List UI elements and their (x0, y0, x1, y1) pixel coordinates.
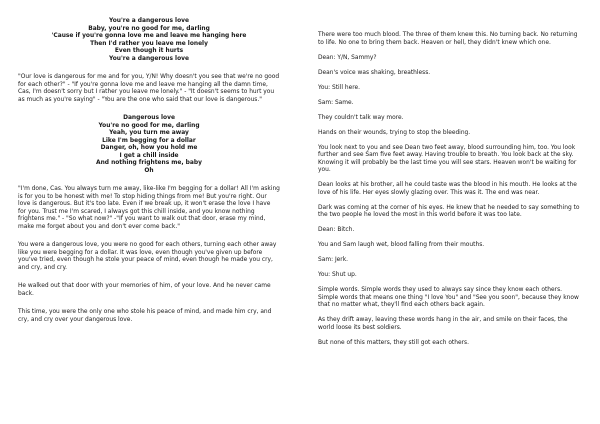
story-paragraph: Dean's voice was shaking, breathless. (318, 69, 431, 76)
dialogue-line: Dean: Y/N, Sammy? (318, 54, 377, 61)
story-paragraph: You and Sam laugh wet, blood falling from their mouths. (318, 242, 485, 248)
story-paragraph: They couldn't talk way more. (318, 114, 404, 121)
right-page (300, 0, 600, 424)
story-paragraph: This time, you were the only one who stole his peace of mind, and made him cry, and cry, and cry over your dangerous love. (18, 309, 272, 323)
left-column (18, 18, 280, 324)
story-paragraph: "I'm done, Cas. You always turn me away, like-like I'm begging for a dollar! All I'm asking is for you to be honest with me! To stop hiding things from me! But you're right. Our love is dangerous. But it's too late. Even if we break up, it won't erase the love I have for you. Trust me I'm scared, I always got this chill inside, and you know nothing frightens me." - "So what now?" -"If you want to walk out that door, erase my mind, make me forget about you and don't ever come back." (18, 186, 280, 230)
right-column (318, 32, 580, 355)
lyric-line: Then I'd rather you leave me lonely (90, 40, 208, 47)
lyrics-chorus-2 (18, 115, 280, 175)
dialogue-line: Dean: Bitch. (318, 227, 355, 233)
story-paragraph: He walked out that door with your memories of him, of your love. And he never came back. (18, 283, 271, 297)
lyric-line: Danger, oh, how you hold me (100, 145, 198, 151)
lyric-line: Like I'm begging for a dollar (102, 137, 196, 144)
lyric-line: You're a dangerous love (109, 18, 189, 24)
lyrics-chorus-1 (18, 18, 280, 63)
story-paragraph: You were a dangerous love, you were no good for each others, turning each other away like you were begging for a dollar. It was love, even though you've given up before you've tried, even though he stole your peace of mind, even though he made you cry, and cry, and cry. (18, 242, 277, 271)
lyric-line: You're a dangerous love (109, 55, 189, 62)
story-paragraph: But none of this matters, they still got each others. (318, 339, 469, 346)
lyric-line: I get a chill inside (119, 152, 179, 159)
lyric-line: And nothing frightens me, baby (96, 160, 202, 166)
dialogue-line: You: Still here. (318, 84, 360, 91)
dialogue-line: You: Shut up. (318, 272, 357, 278)
story-paragraph: Simple words. Simple words they used to always say since they know each others. Simple words that means one thing "I love You" and "See you soon", because they know that no matter what, they'll find each others back again. (318, 287, 579, 308)
story-paragraph: As they drift away, leaving these words hang in the air, and smile on their faces, the world loose its best soldiers. (318, 317, 568, 331)
story-paragraph: Dark was coming at the corner of his eyes. He knew that he needed to say something to the two people he loved the most in this world before it was too late. (318, 204, 580, 218)
lyric-line: Baby, you're no good for me, darling (88, 25, 210, 32)
lyric-line: You're no good for me, darling (98, 122, 200, 129)
story-paragraph: There were too much blood. The three of them knew this. No turning back. No returning to life. No one to bring them back. Heaven or hell, they didn't knew which one. (318, 32, 578, 46)
story-paragraph: "Our love is dangerous for me and for you, Y/N! Why doesn't you see that we're no good for each other?" - "If you're gonna love me and leave me hanging all the damn time, Cas, I'm doesn't sorry but I rather you leave me lonely." - "It doesn't seems to hurt you as much as you're saying" - "You are the one who said that our love is dangerous." (18, 74, 280, 103)
story-paragraph: Hands on their wounds, trying to stop the bleeding. (318, 129, 471, 136)
story-paragraph: Dean looks at his brother, all he could taste was the blood in his mouth. He looks at the love of his life. Her eyes slowly glazing over. This was it. The end was near. (318, 182, 577, 196)
lyric-line: Oh (144, 167, 154, 174)
story-paragraph: You look next to you and see Dean two feet away, blood surrounding him, too. You look further and see Sam five feet away. Having trouble to breath. You look back at the sky. Knowing it will probably be the last time you will see stars. Heaven won't be waiting for you. (318, 144, 577, 173)
lyric-line: Even though it hurts (114, 48, 184, 54)
dialogue-line: Sam: Same. (318, 99, 354, 106)
lyric-line: Yeah, you turn me away (109, 130, 189, 136)
lyric-line: 'Cause if you're gonna love me and leave me hanging here (51, 33, 247, 39)
lyric-line: Dangerous love (123, 115, 175, 121)
dialogue-line: Sam: Jerk. (318, 257, 349, 263)
